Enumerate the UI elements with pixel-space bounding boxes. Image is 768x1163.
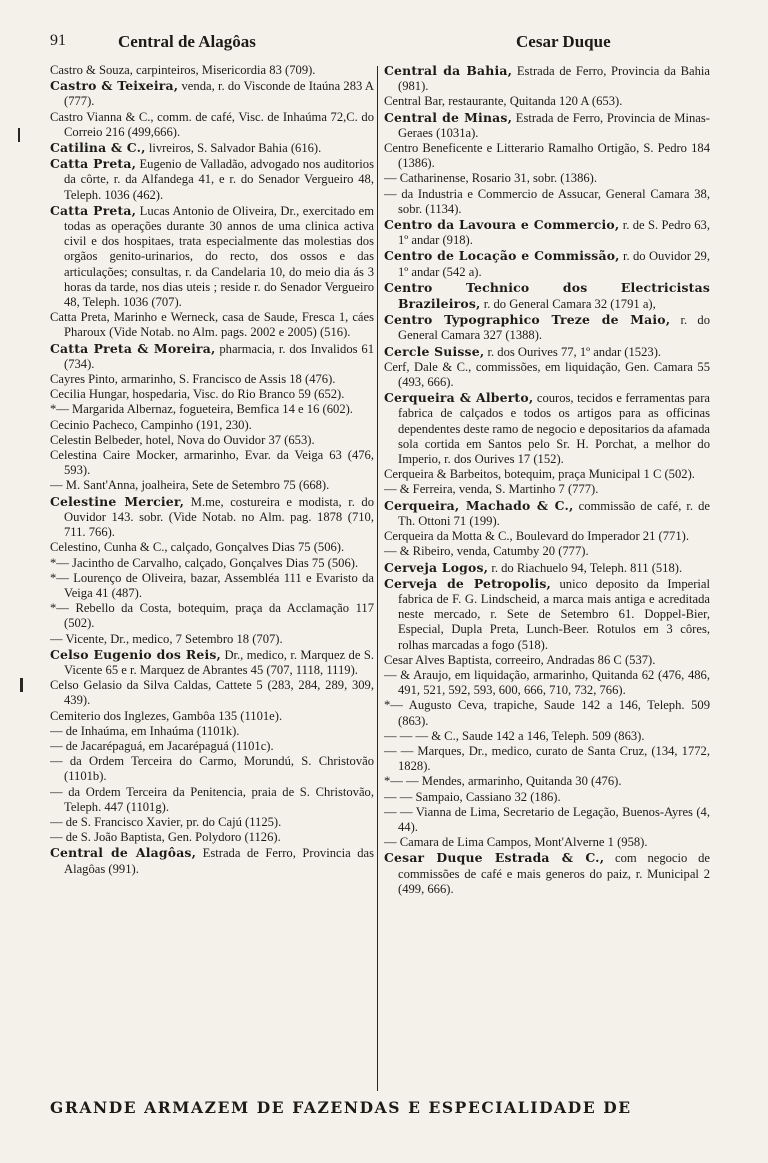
directory-entry — [384, 744, 710, 774]
directory-entry — [384, 560, 710, 576]
directory-entry — [50, 63, 374, 78]
entry-text: Cemiterio dos Inglezes, Gambôa 135 (1101e). — [50, 708, 283, 723]
entry-name: Catta Preta, — [50, 202, 137, 218]
entry-text: Estrada de Ferro, Provincia das Alagôas (991). — [64, 846, 374, 876]
directory-entry — [384, 63, 710, 94]
entry-text: commissão de café, r. de Th. Ottoni 71 (199). — [398, 498, 710, 528]
directory-entry — [50, 310, 374, 340]
entry-text: — & Ribeiro, venda, Catumby 20 (777). — [384, 544, 589, 559]
entry-text: *— Jacintho de Carvalho, calçado, Gonçalves Dias 75 (506). — [50, 555, 359, 570]
directory-entry — [50, 754, 374, 784]
footer-banner: GRANDE ARMAZEM DE FAZENDAS E ESPECIALIDADE DE — [50, 1098, 632, 1117]
entry-text: *— — Mendes, armarinho, Quitanda 30 (476). — [384, 774, 622, 789]
directory-entry — [50, 647, 374, 678]
directory-entry — [50, 556, 374, 571]
entry-text: pharmacia, r. dos Invalidos 61 (734). — [64, 341, 374, 371]
entry-text: Celso Gelasio da Silva Caldas, Cattete 5 (283, 284, 289, 309, 439). — [50, 678, 374, 708]
directory-entry — [384, 467, 710, 482]
directory-entry — [384, 850, 710, 897]
directory-entry — [50, 341, 374, 372]
directory-entry — [384, 698, 710, 728]
margin-mark — [20, 678, 23, 692]
entry-text: *— Augusto Ceva, trapiche, Saude 142 a 146, Teleph. 509 (863). — [384, 698, 710, 728]
entry-text: — M. Sant'Anna, joalheira, Sete de Setembro 75 (668). — [50, 478, 330, 493]
right-column — [384, 63, 710, 897]
directory-entry — [50, 601, 374, 631]
directory-entry — [384, 482, 710, 497]
entry-text: venda, r. do Visconde de Itaúna 283 A (777). — [64, 79, 374, 109]
directory-entry — [50, 203, 374, 310]
entry-text: M.me, costureira e modista, r. do Ouvidor 143. sobr. (Vide Notab. no Alm. pag. 1878 (710, 711. 766). — [64, 494, 374, 540]
directory-entry — [50, 372, 374, 387]
entry-text: — & Ferreira, venda, S. Martinho 7 (777). — [384, 482, 599, 497]
entry-text: — — Marques, Dr., medico, curato de Santa Cruz, (134, 1772, 1828). — [384, 743, 710, 774]
directory-entry — [50, 815, 374, 830]
entry-text: — Vicente, Dr., medico, 7 Setembro 18 (707). — [50, 631, 283, 646]
entry-text: Cecinio Pacheco, Campinho (191, 230). — [50, 417, 252, 432]
entry-name: Cesar Duque Estrada & C., — [384, 850, 605, 866]
entry-text: — de S. Francisco Xavier, pr. do Cajú (1125). — [50, 814, 282, 829]
running-head-left: Central de Alagôas — [118, 32, 256, 51]
directory-entry — [384, 805, 710, 835]
entry-name: Centro Technico dos Electricistas Brazileiros, — [384, 279, 710, 312]
entry-text: Cesar Alves Baptista, correeiro, Andradas 86 C (537). — [384, 652, 656, 667]
entry-text: Castro & Souza, carpinteiros, Misericordia 83 (709). — [50, 63, 316, 77]
directory-entry — [384, 217, 710, 248]
entry-text: Celestin Belbeder, hotel, Nova do Ouvidor 37 (653). — [50, 432, 315, 447]
entry-name: Cercle Suisse, — [384, 343, 485, 359]
entry-text: r. do Riachuelo 94, Teleph. 811 (518). — [488, 560, 683, 575]
directory-entry — [50, 156, 374, 203]
directory-entry — [50, 418, 374, 433]
directory-entry — [384, 360, 710, 390]
directory-entry — [384, 576, 710, 653]
directory-entry — [384, 312, 710, 343]
directory-entry — [384, 790, 710, 805]
entry-text: r. do General Camara 327 (1388). — [398, 313, 710, 343]
directory-entry — [50, 724, 374, 739]
entry-text: Centro Beneficente e Litterario Ramalho Ortigão, S. Pedro 184 (1386). — [384, 141, 710, 171]
entry-text: Cecilia Hungar, hospedaria, Visc. do Rio Branco 59 (652). — [50, 387, 345, 402]
directory-entry — [50, 571, 374, 601]
directory-entry — [50, 632, 374, 647]
directory-entry — [50, 494, 374, 541]
entry-name: Celestine Mercier, — [50, 493, 185, 509]
entry-text: — — — & C., Saude 142 a 146, Teleph. 509 (863). — [384, 728, 645, 743]
entry-name: Celso Eugenio dos Reis, — [50, 646, 222, 662]
entry-text: Eugenio de Valladão, advogado nos auditorios da côrte, r. da Alfandega 41, e r. do Senador Vergueiro 48, Teleph. 1036 (462). — [64, 157, 374, 202]
entry-name: Central de Minas, — [384, 109, 513, 125]
entry-text: livreiros, S. Salvador Bahia (616). — [145, 141, 322, 156]
directory-entry — [384, 653, 710, 668]
entry-name: Catilina & C., — [50, 140, 146, 156]
entry-text: r. dos Ourives 77, 1º andar (1523). — [484, 344, 662, 359]
directory-entry — [384, 774, 710, 789]
entry-text: Lucas Antonio de Oliveira, Dr., exercitado em todas as operações durante 30 annos de uma clinica activa civil e dos hospitaes, trata especialmente das molestias dos orgãos genito-urinarios, do recto, dos ossos e das articulações; consultas, r. da Candelaria 10, do meio dia ás 3 horas da tarde, nos dias uteis ; reside r. do Senador Vergueiro 48, Teleph. 1036 (707). — [64, 203, 374, 310]
directory-entry — [50, 78, 374, 109]
entry-text: Celestina Caire Mocker, armarinho, Evar. da Veiga 63 (476, 593). — [50, 448, 374, 478]
entry-text: r. do General Camara 32 (1791 a), — [480, 297, 656, 312]
margin-mark — [18, 128, 20, 142]
entry-text: — da Ordem Terceira do Carmo, Morundú, S. Christovão (1101b). — [50, 754, 374, 784]
entry-text: Dr., medico, r. Marquez de S. Vicente 65 e r. Marquez de Abrantes 45 (707, 1118, 1119). — [64, 647, 374, 677]
entry-text: r. do Ouvidor 29, 1º andar (542 a). — [398, 249, 710, 279]
entry-text: Central Bar, restaurante, Quitanda 120 A (653). — [384, 94, 623, 109]
entry-name: Central de Alagôas, — [50, 845, 197, 861]
directory-entry — [384, 280, 710, 312]
entry-name: Catta Preta & Moreira, — [50, 340, 216, 356]
directory-entry — [50, 140, 374, 156]
entry-text: Cerqueira da Motta & C., Boulevard do Imperador 21 (771). — [384, 529, 689, 544]
entry-text: — da Ordem Terceira da Penitencia, praia de S. Christovão, Teleph. 447 (1101g). — [50, 784, 374, 814]
directory-entry — [384, 668, 710, 698]
entry-text: com negocio de commissões de café e mais generos do paiz, r. Municipal 2 (499, 666). — [398, 851, 710, 896]
entry-text: — de Inhaúma, em Inhaúma (1101k). — [50, 723, 240, 738]
entry-name: Cerveja Logos, — [384, 559, 489, 575]
directory-entry — [384, 171, 710, 186]
entry-text: *— Rebello da Costa, botequim, praça da Acclamação 117 (502). — [50, 601, 374, 631]
directory-entry — [50, 433, 374, 448]
directory-entry — [384, 248, 710, 279]
entry-name: Centro da Lavoura e Commercio, — [384, 217, 620, 233]
entry-name: Centro de Locação e Commissão, — [384, 248, 620, 264]
directory-entry — [384, 94, 710, 109]
directory-entry — [50, 739, 374, 754]
directory-entry — [384, 390, 710, 467]
directory-entry — [50, 830, 374, 845]
directory-entry — [384, 544, 710, 559]
entry-name: Central da Bahia, — [384, 63, 513, 78]
entry-name: Centro Typographico Treze de Maio, — [384, 312, 671, 328]
entry-text: *— Lourenço de Oliveira, bazar, Assembléa 111 e Evaristo da Veiga 41 (487). — [50, 570, 374, 600]
directory-entry — [50, 402, 374, 417]
directory-entry — [50, 845, 374, 876]
entry-name: Cerqueira & Alberto, — [384, 390, 534, 406]
directory-entry — [384, 729, 710, 744]
page-header — [50, 32, 710, 56]
entry-text: unico deposito da Imperial fabrica de F. G. Lindscheid, a marca mais antiga e acreditada neste mercado, r. Sete de Setembro 61. Doppel-Bier, Especial, Dupla Preta, Lunch-Beer. Rotulos em 3 côres, rolhas marcadas a fogo (518). — [398, 576, 710, 652]
entry-text: Castro Vianna & C., comm. de café, Visc. de Inhaúma 72,C. do Correio 216 (499,666). — [50, 109, 374, 139]
entry-text: — de S. João Baptista, Gen. Polydoro (1126). — [50, 830, 281, 845]
directory-entry — [50, 540, 374, 555]
directory-entry — [50, 785, 374, 815]
entry-text: — de Jacarépaguá, em Jacarépaguá (1101c). — [50, 738, 274, 753]
entry-name: Catta Preta, — [50, 156, 137, 172]
entry-text: Celestino, Cunha & C., calçado, Gonçalves Dias 75 (506). — [50, 540, 345, 555]
entry-text: Cerf, Dale & C., commissões, em liquidação, Gen. Camara 55 (493, 666). — [384, 359, 710, 390]
entry-name: Cerqueira, Machado & C., — [384, 497, 574, 513]
running-head-right: Cesar Duque — [516, 32, 611, 51]
directory-entry — [384, 498, 710, 529]
directory-entry — [50, 678, 374, 708]
entry-text: Estrada de Ferro, Provincia da Bahia (981). — [398, 64, 710, 94]
entry-text: — — Sampaio, Cassiano 32 (186). — [384, 789, 561, 804]
directory-entry — [384, 835, 710, 850]
entry-text: Cayres Pinto, armarinho, S. Francisco de Assis 18 (476). — [50, 372, 336, 387]
directory-entry — [50, 448, 374, 478]
entry-name: Cerveja de Petropolis, — [384, 575, 552, 591]
entry-text: — & Araujo, em liquidação, armarinho, Quitanda 62 (476, 486, 491, 521, 592, 593, 600, 666, 710, 732, 766). — [384, 667, 710, 698]
page-number: 91 — [50, 32, 66, 49]
directory-entry — [384, 141, 710, 171]
directory-entry — [50, 387, 374, 402]
entry-text: *— Margarida Albernaz, fogueteira, Bemfica 14 e 16 (602). — [50, 402, 353, 417]
entry-text: r. de S. Pedro 63, 1º andar (918). — [398, 218, 710, 248]
directory-entry — [384, 529, 710, 544]
entry-name: Castro & Teixeira, — [50, 78, 179, 94]
directory-entry — [384, 187, 710, 217]
column-divider — [377, 66, 378, 1091]
entry-text: Estrada de Ferro, Provincia de Minas-Geraes (1031a). — [398, 110, 710, 140]
directory-entry — [384, 110, 710, 141]
directory-entry — [50, 478, 374, 493]
left-column — [50, 63, 374, 877]
directory-entry — [50, 709, 374, 724]
entry-text: — Camara de Lima Campos, Mont'Alverne 1 (958). — [384, 835, 648, 850]
directory-entry — [50, 110, 374, 140]
entry-text: Catta Preta, Marinho e Werneck, casa de Saude, Fresca 1, cáes Pharoux (Vide Notab. no Alm. pags. 2002 e 2005) (516). — [50, 310, 374, 340]
entry-text: Cerqueira & Barbeitos, botequim, praça Municipal 1 C (502). — [384, 467, 695, 482]
directory-entry — [384, 344, 710, 360]
entry-text: — Catharinense, Rosario 31, sobr. (1386). — [384, 171, 598, 186]
entry-text: — — Vianna de Lima, Secretario de Legação, Buenos-Ayres (4, 44). — [384, 804, 710, 834]
entry-text: — da Industria e Commercio de Assucar, General Camara 38, sobr. (1134). — [384, 186, 710, 216]
entry-text: couros, tecidos e ferramentas para fabrica de calçados e todos os artigos para as officinas dependentes deste ramo de negocio e depositarios da afamada sola cortida em Santos pelo Sr. H. Porchat, a melhor do Imperio, r. dos Ourives 17 (152). — [398, 391, 710, 467]
